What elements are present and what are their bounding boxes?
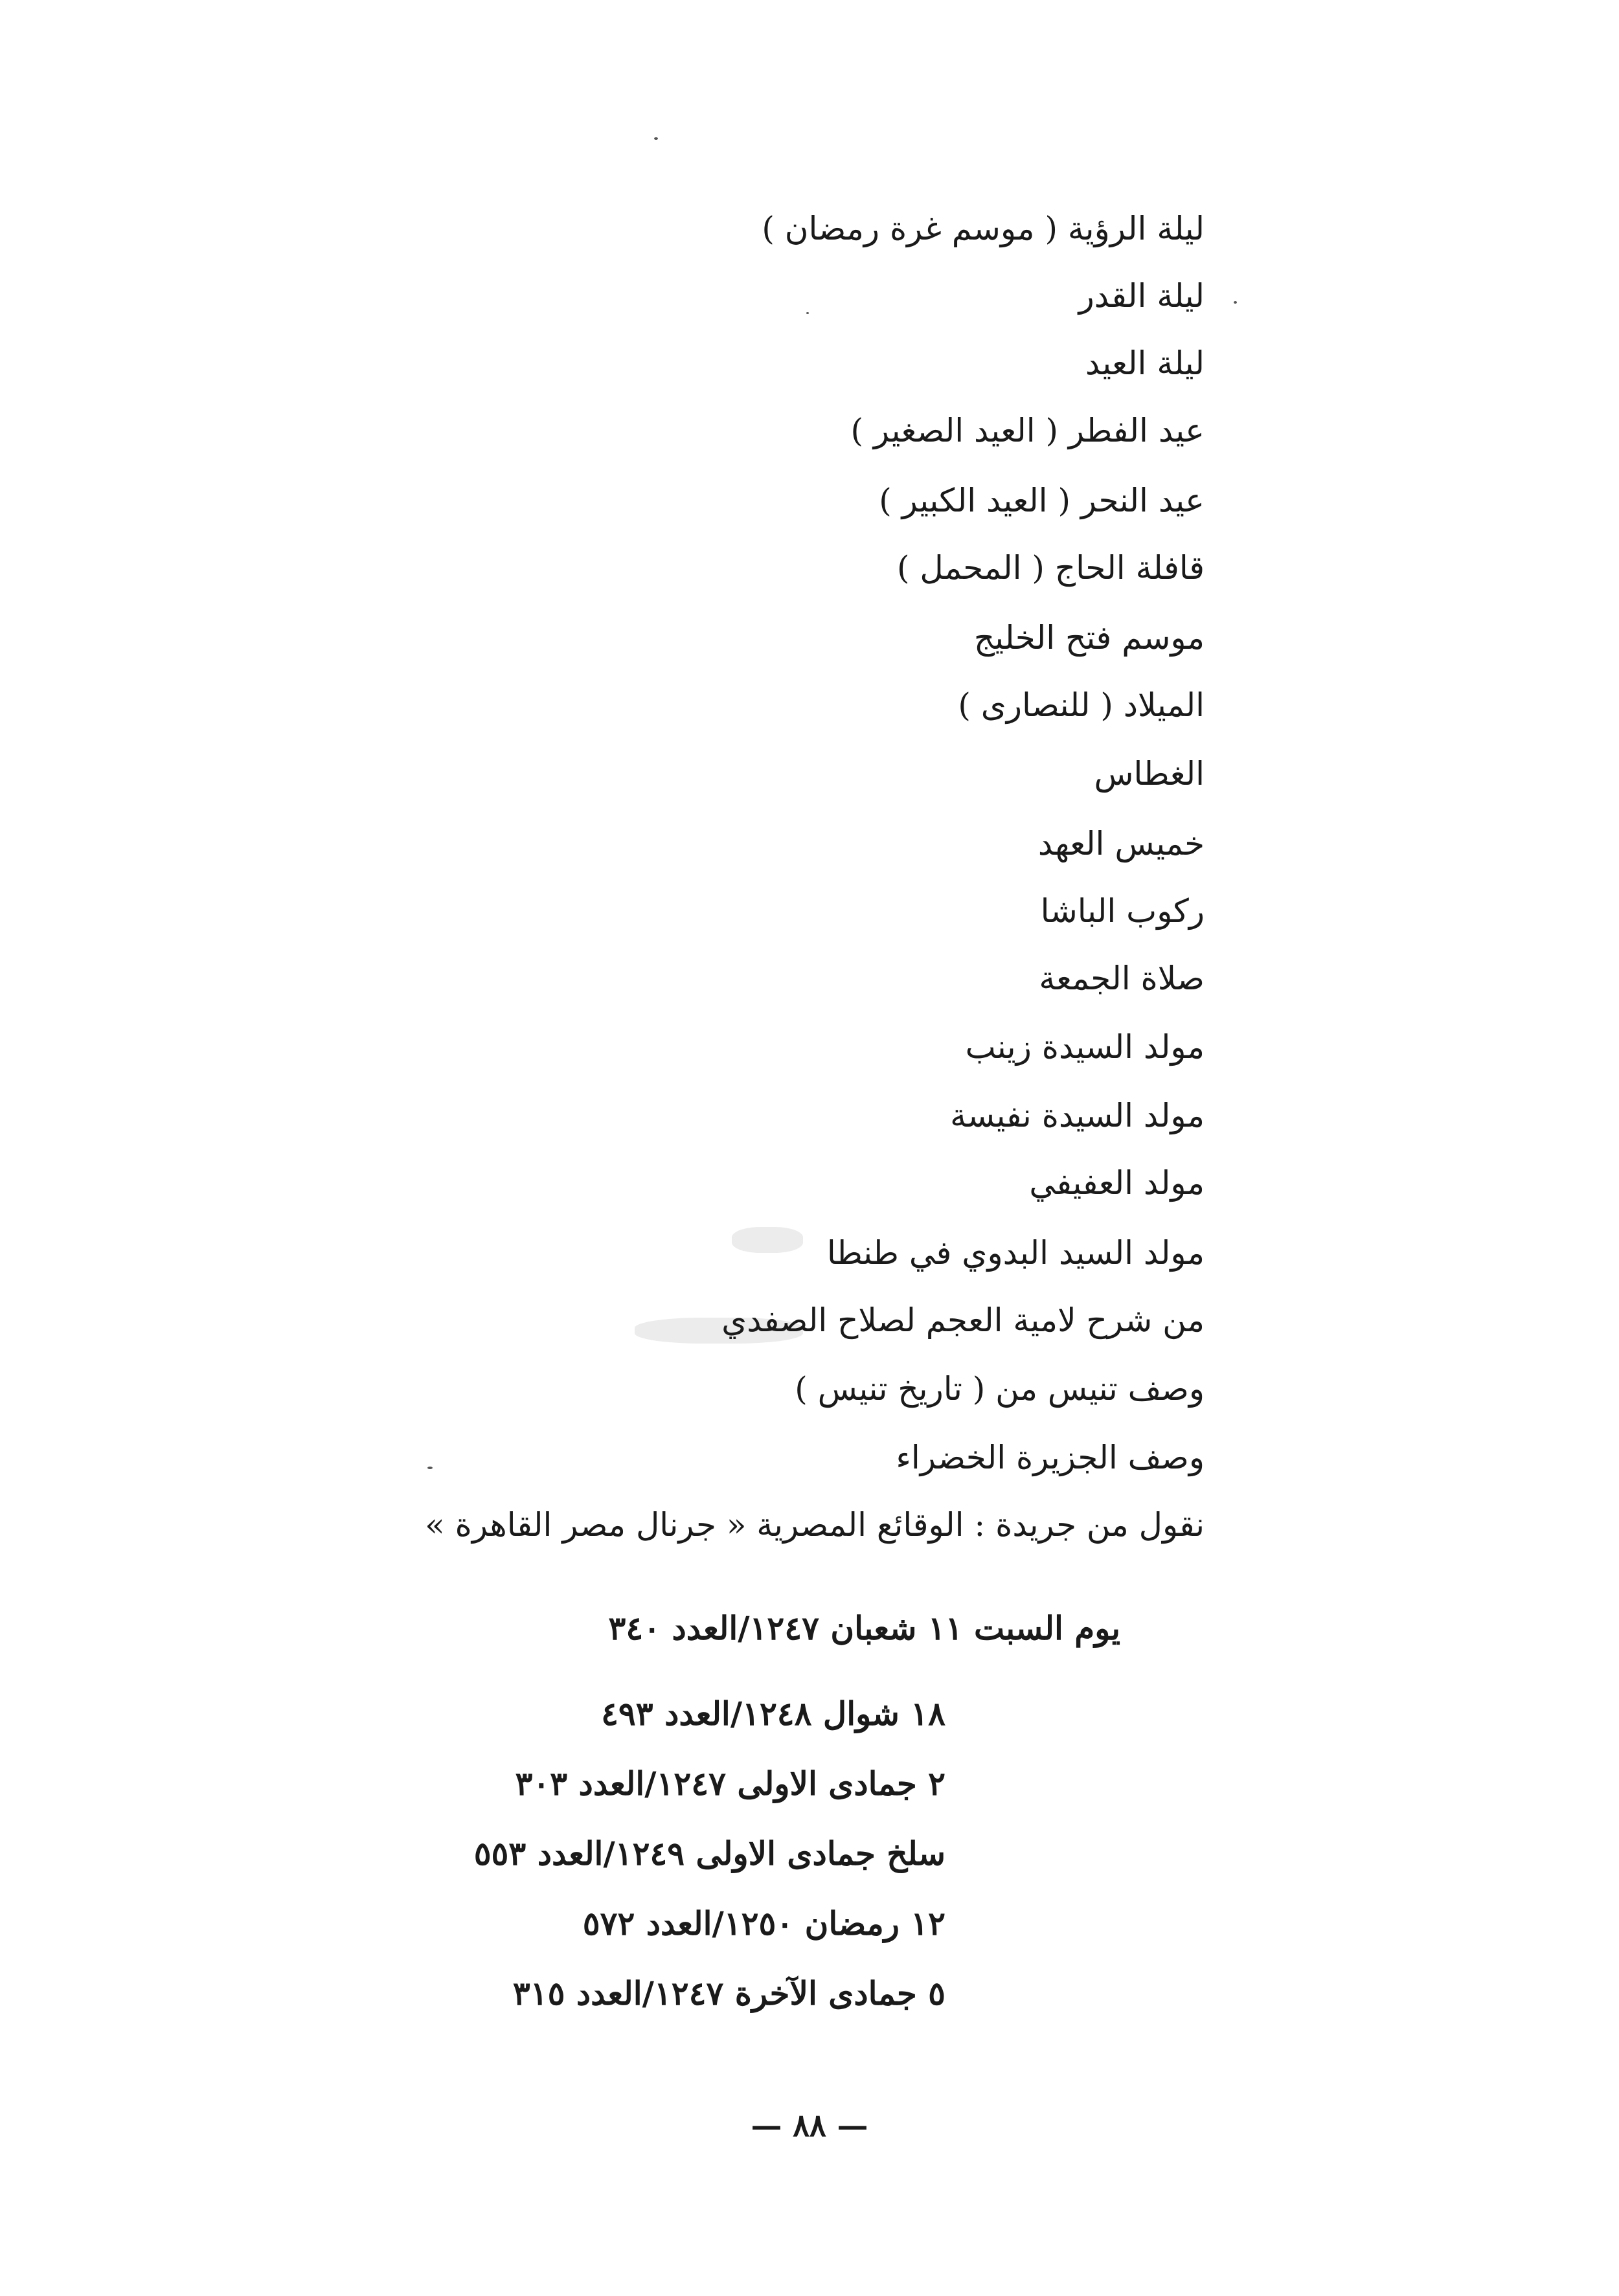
toc-entry: صلاة الجمعة [1039, 960, 1205, 997]
toc-entry: قافلة الحاج ( المحمل ) [897, 549, 1205, 587]
toc-entry: الميلاد ( للنصارى ) [958, 686, 1205, 724]
scan-speck [806, 312, 809, 314]
toc-entry: مولد السيدة نفيسة [950, 1097, 1205, 1134]
toc-entry: عيد النحر ( العيد الكبير ) [879, 482, 1205, 519]
toc-entry: وصف تنيس من ( تاريخ تنيس ) [795, 1370, 1205, 1408]
toc-entry: مولد السيدة زينب [965, 1028, 1205, 1066]
toc-entry: مولد العفيفي [1029, 1164, 1205, 1202]
newspaper-issue: ٢ جمادى الاولى ١٢٤٧/العدد ٣٠٣ [515, 1764, 945, 1803]
page-number: — ٨٨ — [751, 2108, 868, 2144]
toc-entry: ليلة القدر [1078, 277, 1205, 315]
toc-entry: موسم فتح الخليج [973, 619, 1205, 657]
toc-entry: ركوب الباشا [1040, 892, 1205, 930]
toc-entry: نقول من جريدة : الوقائع المصرية « جرنال مصر القاهرة » [425, 1506, 1205, 1544]
newspaper-issue: سلخ جمادى الاولى ١٢٤٩/العدد ٥٥٣ [473, 1834, 945, 1873]
toc-entry: خميس العهد [1037, 825, 1205, 862]
toc-entry: ليلة الرؤية ( موسم غرة رمضان ) [762, 210, 1205, 247]
toc-entry: عيد الفطر ( العيد الصغير ) [850, 412, 1205, 449]
newspaper-issue: ٥ جمادى الآخرة ١٢٤٧/العدد ٣١٥ [512, 1974, 945, 2012]
scan-speck [427, 1467, 433, 1469]
toc-entry: الغطاس [1094, 755, 1205, 793]
toc-entry: ليلة العيد [1085, 344, 1205, 382]
newspaper-issue: ١٨ شوال ١٢٤٨/العدد ٤٩٣ [601, 1694, 945, 1733]
scan-smudge [732, 1227, 803, 1253]
toc-entry: من شرح لامية العجم لصلاح الصفدي [721, 1301, 1205, 1339]
scan-speck [654, 137, 658, 140]
newspaper-issue: ١٢ رمضان ١٢٥٠/العدد ٥٧٢ [582, 1904, 945, 1942]
newspaper-issue: يوم السبت ١١ شعبان ١٢٤٧/العدد ٣٤٠ [608, 1609, 1120, 1647]
toc-entry: مولد السيد البدوي في طنطا [826, 1234, 1205, 1272]
toc-entry: وصف الجزيرة الخضراء [896, 1439, 1205, 1476]
scan-speck [1234, 301, 1237, 304]
